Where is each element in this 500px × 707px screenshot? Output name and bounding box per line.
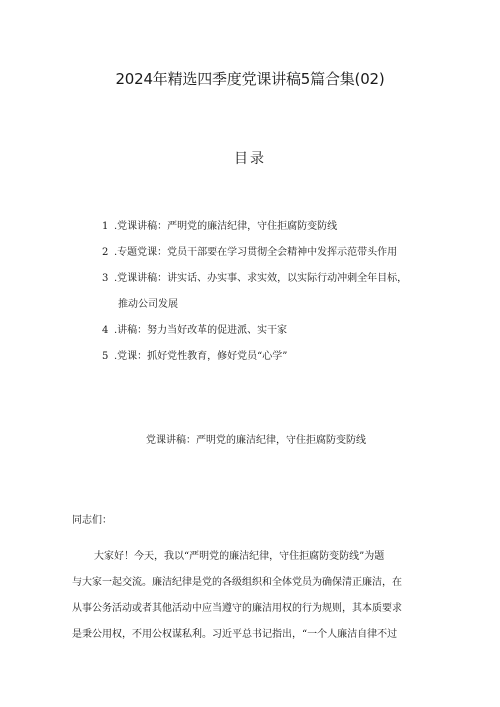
toc-item-text: .专题党课：党员干部要在学习贯彻全会精神中发挥示范带头作用 [114, 247, 398, 258]
toc-item-number: 3 [102, 273, 109, 284]
section-title: 党课讲稿：严明党的廉洁纪律，守住拒腐防变防线 [146, 435, 366, 446]
toc-item-number: 2 [102, 247, 109, 258]
greeting: 同志们： [72, 515, 112, 526]
body-line: 从事公务活动或者其他活动中应当遵守的廉洁用权的行为规则，其本质要求 [72, 603, 402, 614]
toc-item[interactable] [102, 324, 458, 350]
table-of-contents [102, 220, 458, 376]
toc-item[interactable] [102, 220, 458, 246]
toc-item-text: .党课讲稿：讲实话、办实事、求实效，以实际行动冲刺全年目标， [114, 273, 408, 284]
toc-item-text: .党课讲稿：严明党的廉洁纪律，守住拒腐防变防线 [114, 221, 338, 232]
toc-item-number: 4 [102, 325, 109, 336]
body-paragraph [72, 544, 430, 648]
toc-item[interactable] [102, 350, 458, 376]
toc-item-text: .讲稿：努力当好改革的促进派、实干家 [114, 325, 288, 336]
body-line: 大家好！今天，我以“严明党的廉洁纪律，守住拒腐防变防线”为题 [94, 551, 385, 562]
toc-item-text: .党课：抓好党性教育，修好党员“心学” [114, 351, 288, 362]
toc-item[interactable] [102, 246, 458, 272]
body-line: 与大家一起交流。廉洁纪律是党的各级组织和全体党员为确保清正廉洁，在 [72, 577, 402, 588]
body-line: 是秉公用权，不用公权谋私利。习近平总书记指出，“一个人廉洁自律不过 [72, 629, 398, 640]
toc-item-number: 1 [102, 221, 109, 232]
document-title: 2024年精选四季度党课讲稿5篇合集(02) [115, 70, 385, 88]
toc-item-continuation: 推动公司发展 [118, 299, 178, 310]
toc-item[interactable] [102, 272, 458, 324]
toc-item-number: 5 [102, 351, 109, 362]
toc-heading: 目录 [234, 151, 266, 167]
